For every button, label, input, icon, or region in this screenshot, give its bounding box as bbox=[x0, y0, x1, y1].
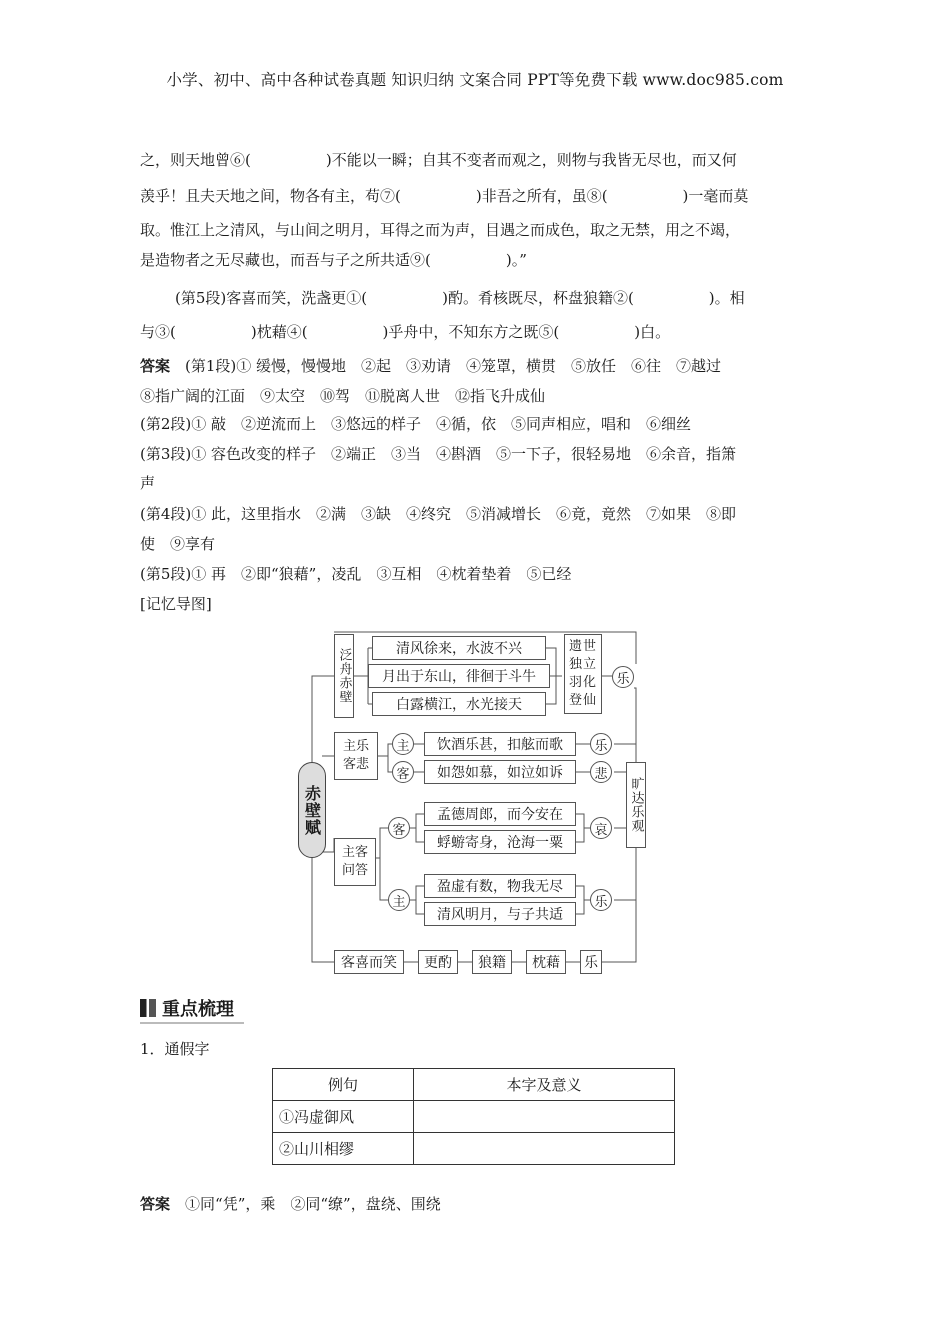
table-cell bbox=[414, 1101, 675, 1133]
table-cell: ①冯虚御风 bbox=[273, 1101, 414, 1133]
bottom-box-4: 枕藉 bbox=[526, 950, 566, 974]
table-cell: ②山川相缪 bbox=[273, 1133, 414, 1165]
bottom-box-3: 狼籍 bbox=[472, 950, 512, 974]
passage-line-6: 与③( )枕藉④( )乎舟中，不知东方之既⑤( )白。 bbox=[140, 323, 671, 341]
passage-line-5: (第5段)客喜而笑，洗盏更①( )酌。肴核既尽，杯盘狼籍②( )。相 bbox=[175, 289, 745, 307]
le-circle-2: 乐 bbox=[590, 733, 612, 755]
page-header: 小学、初中、高中各种试卷真题 知识归纳 文案合同 PPT等免费下载 www.doc985.com bbox=[166, 71, 784, 89]
answer-p4b: 使 ⑨享有 bbox=[140, 535, 216, 553]
fanzhou-line-3: 白露横江，水光接天 bbox=[372, 692, 546, 716]
passage-line-2: 羡乎！且夫天地之间，物各有主，苟⑦( )非吾之所有，虽⑧( )一毫而莫 bbox=[140, 187, 749, 205]
yingxu-box: 盈虚有数，物我无尽 bbox=[424, 874, 576, 898]
answer-p1: 答案 (第1段)① 缓慢，慢慢地 ②起 ③劝请 ④笼罩，横贯 ⑤放任 ⑥往 ⑦越过 bbox=[140, 357, 722, 375]
ke-circle-2: 客 bbox=[388, 817, 410, 839]
passage-line-1: 之，则天地曾⑥( )不能以一瞬；自其不变者而观之，则物与我皆无尽也，而又何 bbox=[140, 151, 737, 169]
fanzhou-node: 泛舟赤壁 bbox=[334, 634, 354, 718]
fanzhou-line-1: 清风徐来，水波不兴 bbox=[372, 636, 546, 660]
answer-p5: (第5段)① 再 ②即“狼藉”，凌乱 ③互相 ④枕着垫着 ⑤已经 bbox=[140, 565, 572, 583]
section-title: 重点梳理 bbox=[140, 996, 234, 1020]
table-header: 本字及意义 bbox=[414, 1069, 675, 1101]
fanzhou-line-2: 月出于东山，徘徊于斗牛 bbox=[368, 664, 550, 688]
bottom-box-5: 乐 bbox=[580, 950, 602, 974]
bei-circle: 悲 bbox=[590, 761, 612, 783]
zhuke-wenda-node: 主客问答 bbox=[334, 838, 376, 886]
yinjiu-box: 饮酒乐甚，扣舷而歌 bbox=[424, 732, 576, 756]
mengde-box: 孟德周郎，而今安在 bbox=[424, 802, 576, 826]
ruyuan-box: 如怨如慕，如泣如诉 bbox=[424, 760, 576, 784]
zhule-kebei-node: 主乐客悲 bbox=[334, 732, 378, 780]
final-answer: 答案 ①同“凭”，乘 ②同“缭”，盘绕、围绕 bbox=[140, 1195, 441, 1213]
fuyou-box: 蜉蝣寄身，沧海一粟 bbox=[424, 830, 576, 854]
ke-circle-1: 客 bbox=[392, 761, 414, 783]
passage-line-3: 取。惟江上之清风，与山间之明月，耳得之而为声，目遇之而成色，取之无禁，用之不竭， bbox=[140, 221, 741, 239]
qingfeng-box: 清风明月，与子共适 bbox=[424, 902, 576, 926]
table-cell bbox=[414, 1133, 675, 1165]
zhu-circle-1: 主 bbox=[392, 733, 414, 755]
answer-p3b: 声 bbox=[140, 474, 156, 492]
bottom-box-2: 更酌 bbox=[418, 950, 458, 974]
zhu-circle-2: 主 bbox=[388, 889, 410, 911]
tongjiazi-table bbox=[272, 1068, 675, 1165]
answer-p1b: ⑧指广阔的江面 ⑨太空 ⑩驾 ⑪脱离人世 ⑫指飞升成仙 bbox=[140, 387, 546, 405]
ai-circle: 哀 bbox=[590, 817, 612, 839]
answer-p4: (第4段)① 此，这里指水 ②满 ③缺 ④终究 ⑤消减增长 ⑥竟，竟然 ⑦如果 ⑧即 bbox=[140, 505, 737, 523]
mindmap-label: [记忆导图] bbox=[140, 595, 212, 613]
le-circle-1: 乐 bbox=[612, 666, 634, 688]
yishi-node: 遗世独立羽化登仙 bbox=[564, 634, 602, 714]
section-bar-icon bbox=[140, 999, 156, 1017]
center-node: 赤壁赋 bbox=[298, 762, 326, 858]
kuangda-node: 旷达乐观 bbox=[626, 762, 646, 848]
table-header: 例句 bbox=[273, 1069, 414, 1101]
subsection-title: 1．通假字 bbox=[140, 1040, 210, 1058]
mind-map bbox=[296, 628, 652, 972]
answer-label: 答案 bbox=[140, 357, 171, 375]
le-circle-3: 乐 bbox=[590, 889, 612, 911]
passage-line-4: 是造物者之无尽藏也，而吾与子之所共适⑨( )。” bbox=[140, 251, 527, 269]
answer-p3: (第3段)① 容色改变的样子 ②端正 ③当 ④斟酒 ⑤一下子，很轻易地 ⑥余音，指箫 bbox=[140, 445, 737, 463]
answer-p2: (第2段)① 敲 ②逆流而上 ③悠远的样子 ④循，依 ⑤同声相应，唱和 ⑥细丝 bbox=[140, 415, 692, 433]
bottom-box-1: 客喜而笑 bbox=[334, 950, 404, 974]
